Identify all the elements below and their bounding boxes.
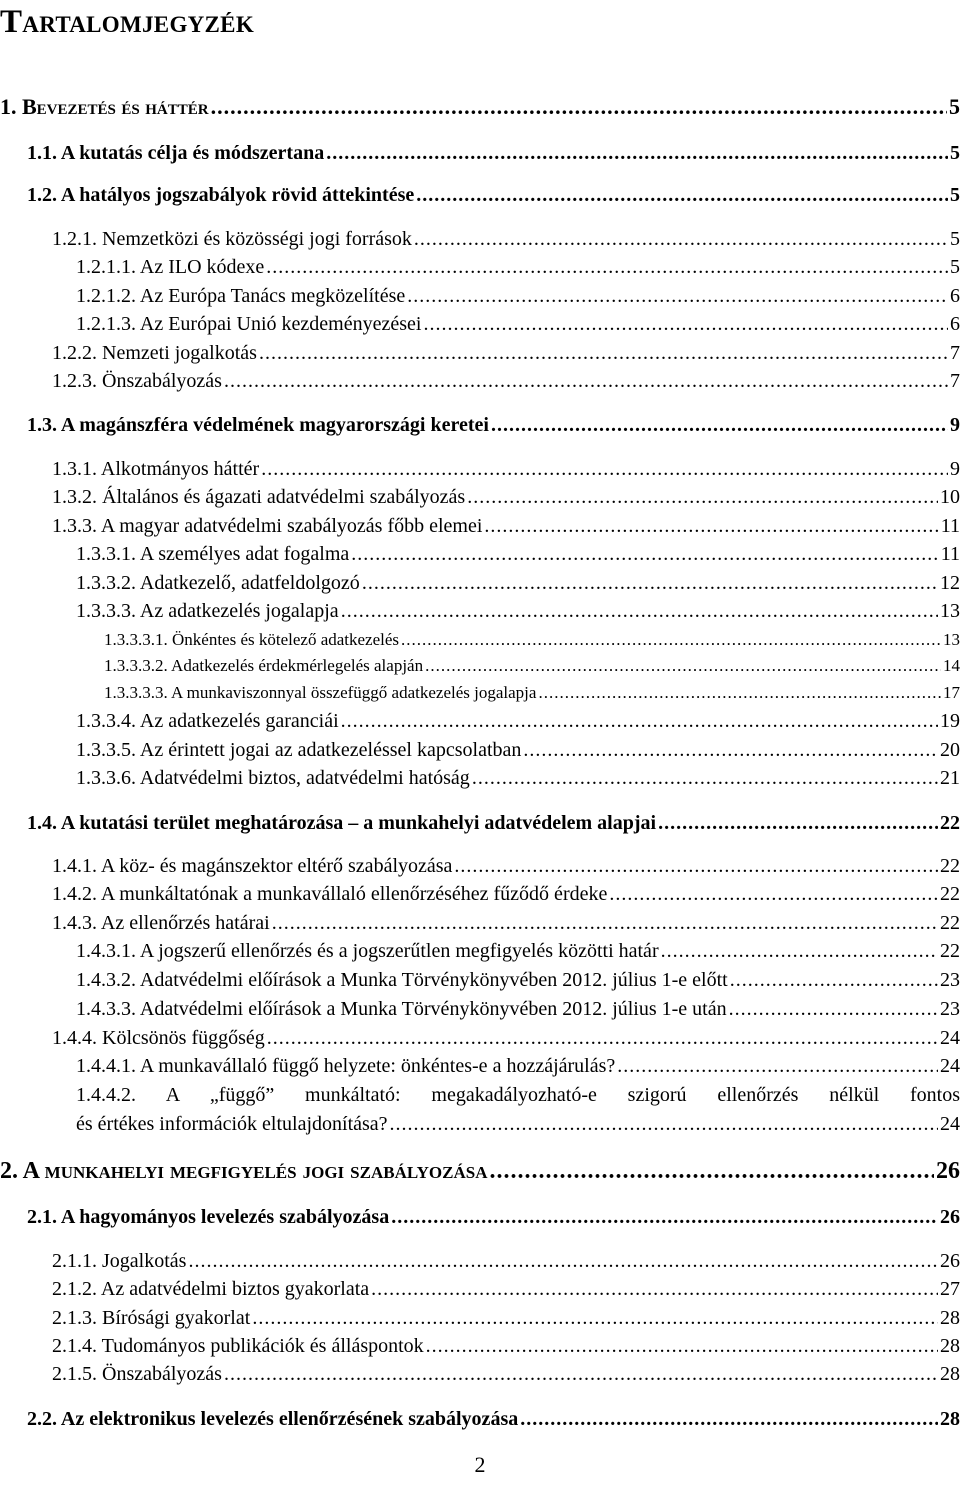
toc-leader-dots: [472, 767, 938, 790]
toc-entry[interactable]: [52, 1250, 960, 1273]
toc-entry-title: 1. Bevezetés és háttér: [0, 94, 209, 119]
toc-entry-title: 1.2. A hatályos jogszabályok rövid áttekintése: [27, 184, 415, 206]
toc-entry-page: 24: [940, 1055, 960, 1077]
toc-leader-dots: [416, 184, 948, 207]
toc-leader-dots: [371, 1278, 938, 1301]
toc-leader-dots: [341, 600, 938, 623]
toc-leader-dots: [423, 313, 948, 336]
toc-leader-dots: [390, 1113, 938, 1136]
toc-entry-title: 1.3.3.5. Az érintett jogai az adatkezeléssel kapcsolatban: [76, 739, 522, 761]
toc-entry[interactable]: [52, 228, 960, 251]
toc-leader-dots: [661, 940, 938, 963]
toc-entry[interactable]: [76, 285, 960, 308]
toc-leader-dots: [538, 683, 941, 703]
toc-entry-page: 23: [940, 998, 960, 1020]
toc-entry[interactable]: [27, 184, 960, 207]
toc-entry[interactable]: [52, 855, 960, 878]
toc-entry-title: 2. A munkahelyi megfigyelés jogi szabályozása: [0, 1158, 488, 1184]
toc-entry[interactable]: [76, 572, 960, 595]
toc-entry-title: 1.3. A magánszféra védelmének magyarországi keretei: [27, 414, 489, 436]
toc-entry[interactable]: [27, 1408, 960, 1431]
toc-entry-title: 1.4.4. Kölcsönös függőség: [52, 1027, 265, 1049]
page-number: 2: [474, 1452, 486, 1477]
toc-entry-page: 22: [940, 883, 960, 905]
toc-entry-page: 28: [940, 1363, 960, 1385]
toc-entry[interactable]: [27, 1206, 960, 1229]
toc-entry-page: 9: [950, 414, 960, 436]
toc-entry-page: 12: [940, 572, 960, 594]
toc-entry-page: 5: [950, 256, 960, 278]
toc-leader-dots: [211, 94, 947, 120]
toc-entry-page: 26: [940, 1206, 960, 1228]
toc-entry[interactable]: [27, 414, 960, 437]
toc-entry-page: 20: [940, 739, 960, 761]
toc-entry-title: 1.4.2. A munkáltatónak a munkavállaló ellenőrzéséhez fűződő érdeke: [52, 883, 608, 905]
toc-entry-page: 22: [940, 812, 960, 834]
toc-entry-page: 26: [940, 1250, 960, 1272]
toc-entry[interactable]: [52, 1335, 960, 1358]
toc-leader-dots: [401, 630, 941, 650]
toc-entry[interactable]: [52, 486, 960, 509]
toc-entry[interactable]: [52, 1278, 960, 1301]
toc-entry[interactable]: [27, 812, 960, 835]
toc-entry-title: 1.4.4.1. A munkavállaló függő helyzete: önkéntes-e a hozzájárulás?: [76, 1055, 616, 1077]
toc-entry-title: 1.3.3.3.2. Adatkezelés érdekmérlegelés alapján: [104, 656, 424, 675]
toc-entry-title: 2.1.5. Önszabályozás: [52, 1363, 222, 1385]
toc-entry-title: 1.4.4.2. A „függő” munkáltató: megakadályozható-e szigorú ellenőrzés nélkül fontos: [76, 1084, 960, 1106]
toc-leader-dots: [489, 1158, 934, 1185]
toc-entry-title: 1.3.3.3.3. A munkaviszonnyal összefüggő adatkezelés jogalapja: [104, 683, 537, 702]
toc-entry-page: 28: [940, 1307, 960, 1329]
toc-entry-title: 1.2.1.3. Az Európai Unió kezdeményezései: [76, 313, 422, 335]
toc-entry-title: 2.1.2. Az adatvédelmi biztos gyakorlata: [52, 1278, 370, 1300]
toc-entry-title: 1.3.3.2. Adatkezelő, adatfeldolgozó: [76, 572, 360, 594]
toc-leader-dots: [407, 285, 948, 308]
toc-entry-page: 28: [940, 1408, 960, 1430]
toc-entry-title: 1.3.3.3.1. Önkéntes és kötelező adatkezelés: [104, 630, 400, 649]
toc-entry-page: 7: [950, 370, 960, 392]
toc-entry[interactable]: [0, 94, 960, 120]
toc-entry[interactable]: [27, 142, 960, 165]
toc-leader-dots: [491, 414, 948, 437]
toc-entry[interactable]: [76, 1113, 960, 1136]
toc-entry-title: 1.4.3.2. Adatvédelmi előírások a Munka Törvénykönyvében 2012. július 1-e előtt: [76, 969, 728, 991]
toc-entry-page: 21: [940, 767, 960, 789]
toc-entry[interactable]: [104, 630, 960, 650]
toc-entry-page: 22: [940, 855, 960, 877]
toc-entry-title: 1.3.3.4. Az adatkezelés garanciái: [76, 710, 339, 732]
toc-entry[interactable]: [52, 370, 960, 393]
toc-entry[interactable]: [104, 656, 960, 676]
toc-entry[interactable]: [104, 683, 960, 703]
toc-leader-dots: [729, 998, 938, 1021]
toc-leader-dots: [426, 1335, 938, 1358]
toc-entry-title: 1.3.3.3. Az adatkezelés jogalapja: [76, 600, 339, 622]
toc-entry[interactable]: [76, 1084, 960, 1107]
toc-entry[interactable]: [52, 1307, 960, 1330]
toc-entry[interactable]: [76, 710, 960, 733]
toc-entry[interactable]: [52, 458, 960, 481]
toc-entry[interactable]: [52, 342, 960, 365]
toc-entry-title: 2.1.1. Jogalkotás: [52, 1250, 187, 1272]
toc-entry-title: 1.4.1. A köz- és magánszektor eltérő szabályozása: [52, 855, 453, 877]
toc-leader-dots: [467, 486, 938, 509]
toc-leader-dots: [617, 1055, 938, 1078]
toc-entry-page: 19: [940, 710, 960, 732]
toc-entry-page: 11: [940, 543, 960, 565]
toc-entry[interactable]: [76, 543, 960, 566]
toc-entry-title: 1.3.3. A magyar adatvédelmi szabályozás főbb elemei: [52, 515, 483, 537]
toc-leader-dots: [272, 912, 938, 935]
toc-entry[interactable]: [52, 515, 960, 538]
toc-leader-dots: [188, 1250, 938, 1273]
toc-leader-dots: [326, 142, 948, 165]
toc-entry-title: 1.2.3. Önszabályozás: [52, 370, 222, 392]
toc-leader-dots: [259, 342, 948, 365]
toc-leader-dots: [520, 1408, 938, 1431]
toc-entry-title: 1.3.3.6. Adatvédelmi biztos, adatvédelmi hatóság: [76, 767, 470, 789]
toc-leader-dots: [267, 1027, 938, 1050]
toc-leader-dots: [362, 572, 938, 595]
toc-entry-title: 2.2. Az elektronikus levelezés ellenőrzésének szabályozása: [27, 1408, 519, 1430]
toc-entry[interactable]: [52, 1363, 960, 1386]
toc-leader-dots: [351, 543, 938, 566]
toc-entry-page: 14: [943, 656, 960, 675]
toc-entry-page: 5: [949, 94, 960, 119]
toc-entry[interactable]: [76, 313, 960, 336]
toc-entry-title: 1.3.3.1. A személyes adat fogalma: [76, 543, 350, 565]
toc-leader-dots: [261, 458, 948, 481]
toc-leader-dots: [391, 1206, 938, 1229]
toc-entry-title: 1.2.1.1. Az ILO kódexe: [76, 256, 265, 278]
toc-entry-title: 1.2.1.2. Az Európa Tanács megközelítése: [76, 285, 406, 307]
toc-entry-page: 26: [936, 1158, 960, 1184]
toc-entry-title: 1.3.2. Általános és ágazati adatvédelmi szabályozás: [52, 486, 466, 508]
toc-entry-page: 11: [940, 515, 960, 537]
toc-leader-dots: [484, 515, 938, 538]
page-title: Tartalomjegyzék: [0, 4, 255, 40]
toc-entry-page: 13: [943, 630, 960, 649]
toc-leader-dots: [730, 969, 938, 992]
toc-entry-title: 1.4.3.3. Adatvédelmi előírások a Munka Törvénykönyvében 2012. július 1-e után: [76, 998, 727, 1020]
toc-leader-dots: [266, 256, 948, 279]
toc-entry-page: 9: [950, 458, 960, 480]
toc-leader-dots: [224, 1363, 938, 1386]
toc-entry-page: 23: [940, 969, 960, 991]
toc-entry-page: 13: [940, 600, 960, 622]
toc-entry[interactable]: [76, 998, 960, 1021]
toc-leader-dots: [224, 370, 948, 393]
toc-entry-title: 1.2.2. Nemzeti jogalkotás: [52, 342, 257, 364]
toc-entry[interactable]: [0, 1158, 960, 1185]
toc-leader-dots: [523, 739, 938, 762]
toc-entry[interactable]: [52, 883, 960, 906]
toc-entry-page: 22: [940, 912, 960, 934]
toc-entry[interactable]: [76, 940, 960, 963]
toc-entry[interactable]: [52, 912, 960, 935]
toc-entry-page: 5: [950, 142, 960, 164]
toc-entry-title: 1.3.1. Alkotmányos háttér: [52, 458, 260, 480]
toc-entry-title: és értékes információk eltulajdonítása?: [76, 1113, 388, 1135]
toc-entry-title: 1.4.3. Az ellenőrzés határai: [52, 912, 270, 934]
toc-entry-page: 22: [940, 940, 960, 962]
toc-leader-dots: [454, 855, 938, 878]
toc-entry-page: 28: [940, 1335, 960, 1357]
toc-entry-page: 17: [943, 683, 960, 702]
toc-entry-page: 5: [950, 228, 960, 250]
toc-entry[interactable]: [76, 969, 960, 992]
toc-leader-dots: [414, 228, 948, 251]
toc-entry-page: 24: [940, 1113, 960, 1135]
toc-entry-title: 2.1. A hagyományos levelezés szabályozása: [27, 1206, 390, 1228]
toc-entry-page: 24: [940, 1027, 960, 1049]
toc-leader-dots: [658, 812, 938, 835]
toc-entry-page: 6: [950, 313, 960, 335]
toc-entry[interactable]: [52, 1027, 960, 1050]
toc-entry[interactable]: [76, 767, 960, 790]
toc-entry-title: 1.4. A kutatási terület meghatározása – a munkahelyi adatvédelem alapjai: [27, 812, 657, 834]
toc-leader-dots: [252, 1307, 938, 1330]
toc-entry-page: 6: [950, 285, 960, 307]
toc-entry[interactable]: [76, 256, 960, 279]
toc-leader-dots: [609, 883, 938, 906]
toc-entry-title: 1.4.3.1. A jogszerű ellenőrzés és a jogszerűtlen megfigyelés közötti határ: [76, 940, 659, 962]
toc-entry[interactable]: [76, 1055, 960, 1078]
toc-entry-page: 10: [940, 486, 960, 508]
toc-entry-page: 7: [950, 342, 960, 364]
toc-leader-dots: [425, 656, 941, 676]
toc-entry-title: 1.1. A kutatás célja és módszertana: [27, 142, 325, 164]
toc-entry-title: 1.2.1. Nemzetközi és közösségi jogi források: [52, 228, 412, 250]
toc-entry-title: 2.1.4. Tudományos publikációk és álláspontok: [52, 1335, 424, 1357]
toc-entry-page: 5: [950, 184, 960, 206]
toc-leader-dots: [341, 710, 938, 733]
toc-entry-title: 2.1.3. Bírósági gyakorlat: [52, 1307, 251, 1329]
toc-entry-page: 27: [940, 1278, 960, 1300]
toc-entry[interactable]: [76, 739, 960, 762]
toc-entry[interactable]: [76, 600, 960, 623]
